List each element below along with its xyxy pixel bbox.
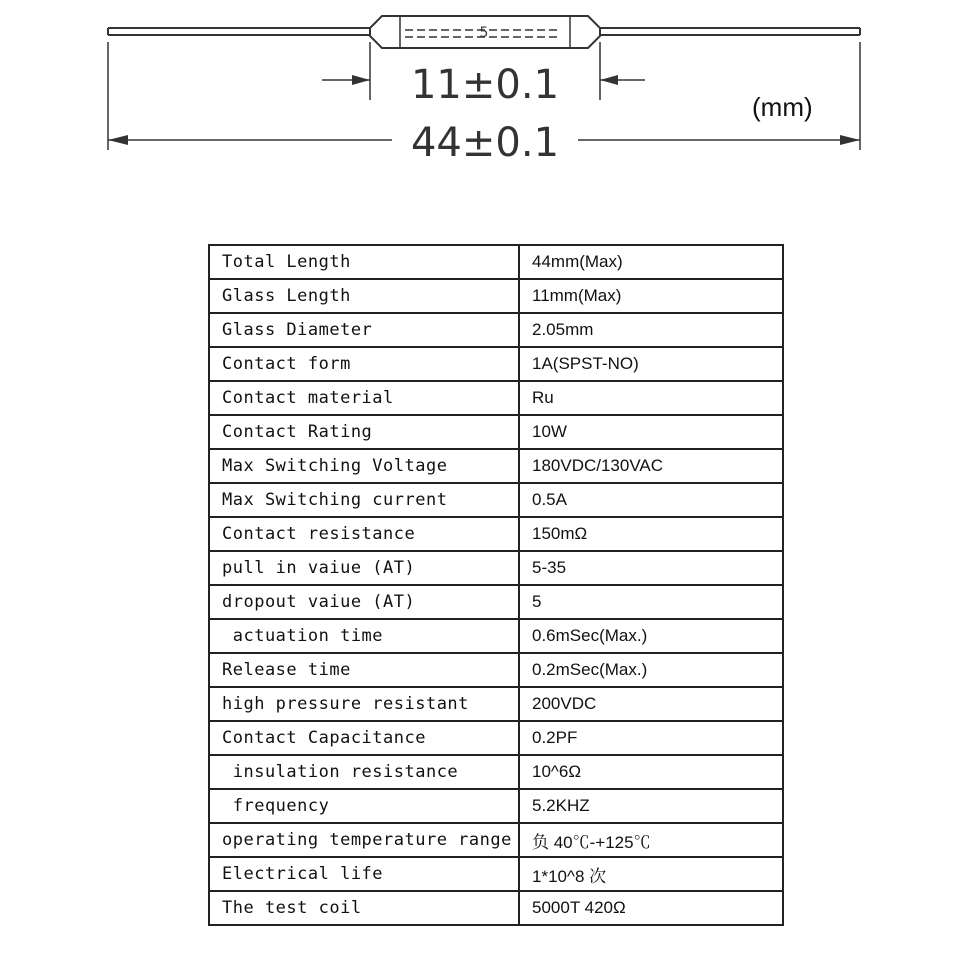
spec-parameter: Max Switching current bbox=[209, 483, 519, 517]
spec-row bbox=[209, 823, 783, 857]
spec-value: Ru bbox=[519, 381, 783, 415]
total-length-dimension bbox=[108, 120, 860, 166]
spec-row bbox=[209, 789, 783, 823]
spec-value: 5.2KHZ bbox=[519, 789, 783, 823]
spec-row bbox=[209, 755, 783, 789]
spec-parameter: pull in vaiue (AT) bbox=[209, 551, 519, 585]
spec-value: 1*10^8 次 bbox=[519, 857, 783, 891]
spec-value: 5 bbox=[519, 585, 783, 619]
spec-parameter: frequency bbox=[209, 789, 519, 823]
spec-parameter: Total Length bbox=[209, 245, 519, 279]
spec-parameter: Contact material bbox=[209, 381, 519, 415]
spec-value: 44mm(Max) bbox=[519, 245, 783, 279]
spec-parameter: operating temperature range bbox=[209, 823, 519, 857]
spec-parameter: dropout vaiue (AT) bbox=[209, 585, 519, 619]
spec-row bbox=[209, 279, 783, 313]
spec-parameter: Max Switching Voltage bbox=[209, 449, 519, 483]
spec-value: 180VDC/130VAC bbox=[519, 449, 783, 483]
spec-parameter: The test coil bbox=[209, 891, 519, 925]
spec-row bbox=[209, 483, 783, 517]
spec-parameter: Glass Length bbox=[209, 279, 519, 313]
spec-value: 5000T 420Ω bbox=[519, 891, 783, 925]
spec-row bbox=[209, 687, 783, 721]
spec-value: 0.2mSec(Max.) bbox=[519, 653, 783, 687]
spec-row bbox=[209, 619, 783, 653]
spec-parameter: Electrical life bbox=[209, 857, 519, 891]
spec-value: 负 40℃-+125℃ bbox=[519, 823, 783, 857]
spec-row bbox=[209, 721, 783, 755]
spec-row bbox=[209, 347, 783, 381]
spec-row bbox=[209, 517, 783, 551]
spec-value: 2.05mm bbox=[519, 313, 783, 347]
total-length-label: 44±0.1 bbox=[410, 120, 560, 166]
glass-length-label: 11±0.1 bbox=[410, 62, 560, 108]
unit-label: (mm) bbox=[752, 92, 813, 122]
spec-parameter: Contact Rating bbox=[209, 415, 519, 449]
spec-value: 150mΩ bbox=[519, 517, 783, 551]
spec-value: 200VDC bbox=[519, 687, 783, 721]
spec-value: 1A(SPST-NO) bbox=[519, 347, 783, 381]
spec-parameter: Contact Capacitance bbox=[209, 721, 519, 755]
spec-row bbox=[209, 857, 783, 891]
spec-row bbox=[209, 585, 783, 619]
spec-value: 10^6Ω bbox=[519, 755, 783, 789]
spec-parameter: actuation time bbox=[209, 619, 519, 653]
spec-value: 10W bbox=[519, 415, 783, 449]
spec-row bbox=[209, 415, 783, 449]
spec-value: 0.6mSec(Max.) bbox=[519, 619, 783, 653]
spec-parameter: Glass Diameter bbox=[209, 313, 519, 347]
spec-row bbox=[209, 653, 783, 687]
spec-value: 0.2PF bbox=[519, 721, 783, 755]
spec-row bbox=[209, 449, 783, 483]
spec-parameter: insulation resistance bbox=[209, 755, 519, 789]
spec-value: 11mm(Max) bbox=[519, 279, 783, 313]
spec-parameter: Contact form bbox=[209, 347, 519, 381]
spec-row bbox=[209, 381, 783, 415]
spec-parameter: Contact resistance bbox=[209, 517, 519, 551]
spec-parameter: Release time bbox=[209, 653, 519, 687]
spec-value: 5-35 bbox=[519, 551, 783, 585]
spec-parameter: high pressure resistant bbox=[209, 687, 519, 721]
spec-row bbox=[209, 313, 783, 347]
spec-value: 0.5A bbox=[519, 483, 783, 517]
glass-marking: 5 bbox=[479, 25, 489, 41]
spec-row bbox=[209, 551, 783, 585]
spec-row bbox=[209, 245, 783, 279]
spec-row bbox=[209, 891, 783, 925]
specification-table bbox=[208, 244, 784, 926]
reed-switch-drawing bbox=[0, 0, 980, 200]
